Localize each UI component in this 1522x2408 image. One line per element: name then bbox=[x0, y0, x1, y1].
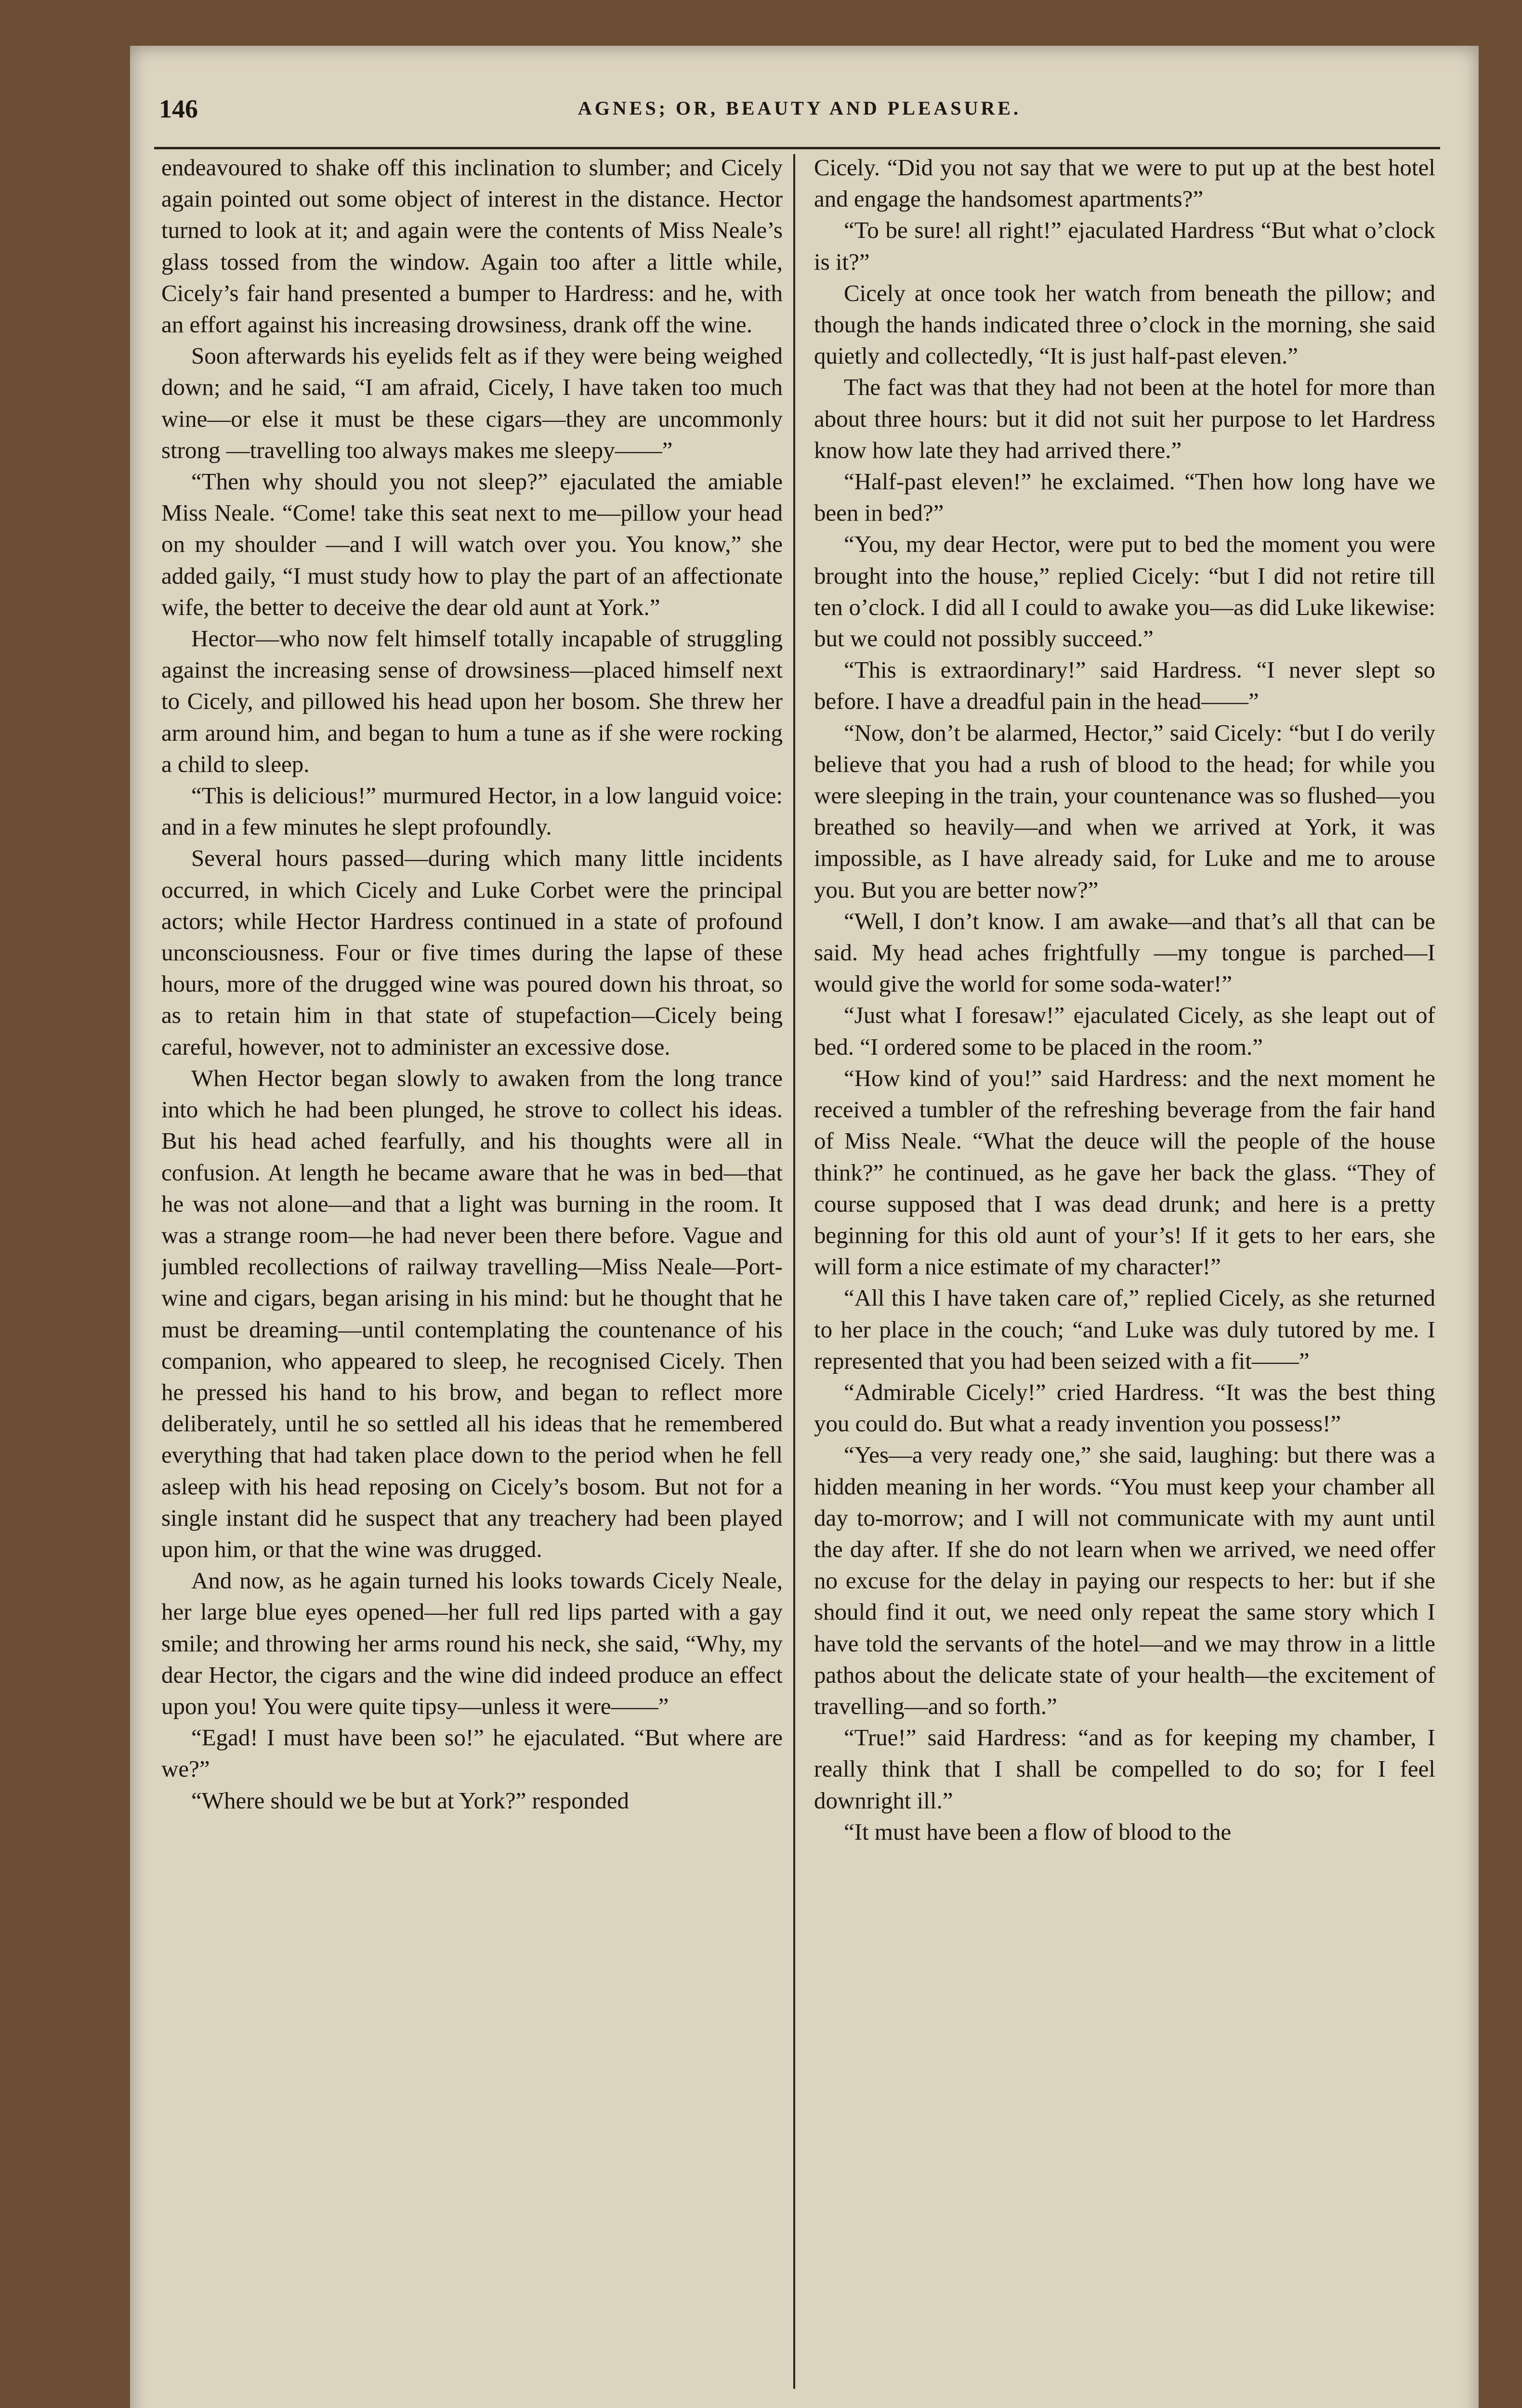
paragraph: “Just what I foresaw!” ejaculated Cicely, as she leapt out of bed. “I ordered some to be placed in the room.” bbox=[814, 1002, 1435, 1060]
paragraph: The fact was that they had not been at the hotel for more than about three hours: but it did not suit her purpose to let Hardress know how late they had arrived there.” bbox=[814, 374, 1435, 463]
page-header bbox=[159, 94, 1440, 128]
paragraph: “You, my dear Hector, were put to bed the moment you were brought into the house,” replied Cicely: “but I did not retire till ten o’clock. I did all I could to awake you—as did Luke likewise: but we could not possibly succeed.” bbox=[814, 531, 1435, 652]
paragraph: “Where should we be but at York?” responded bbox=[191, 1787, 629, 1814]
paragraph: “This is delicious!” murmured Hector, in a low languid voice: and in a few minutes he slept profoundly. bbox=[161, 782, 783, 840]
paragraph: “Well, I don’t know. I am awake—and that’s all that can be said. My head aches frightfully —my tongue is parched—I would give the world for some soda-water!” bbox=[814, 907, 1435, 997]
paragraph: “Half-past eleven!” he exclaimed. “Then how long have we been in bed?” bbox=[814, 468, 1435, 526]
paragraph: And now, as he again turned his looks towards Cicely Neale, her large blue eyes opened—her full red lips parted with a gay smile; and throwing her arms round his neck, she said, “Why, my dear Hector, the cigars and the wine did indeed produce an effect upon you! You were quite tipsy—unless it were——” bbox=[161, 1567, 783, 1719]
paragraph: Cicely at once took her watch from beneath the pillow; and though the hands indicated three o’clock in the morning, she said quietly and collectedly, “It is just half-past eleven.” bbox=[814, 279, 1435, 369]
paragraph: “Yes—a very ready one,” she said, laughing: but there was a hidden meaning in her words. “You must keep your chamber all day to-morrow; and I will not communicate with my aunt until the day after. If she do not learn when we arrived, we need offer no excuse for the delay in paying our respects to her: but if she should find it out, we need only repeat the same story which I have told the servants of the hotel—and we may throw in a little pathos about the delicate state of your health—the excitement of travelling—and so forth.” bbox=[814, 1441, 1435, 1719]
paragraph: Hector—who now felt himself totally incapable of struggling against the increasing sense of drowsiness—placed himself next to Cicely, and pillowed his head upon her bosom. She threw her arm around him, and began to hum a tune as if she were rocking a child to sleep. bbox=[161, 625, 783, 777]
paragraph: “How kind of you!” said Hardress: and the next moment he received a tumbler of the refreshing beverage from the fair hand of Miss Neale. “What the deuce will the people of the house think?” he continued, as he gave her back the glass. “They of course supposed that I was dead drunk; and here is a pretty beginning for this old aunt of your’s! If it gets to her ears, she will form a nice estimate of my character!” bbox=[814, 1064, 1435, 1280]
paragraph: “Then why should you not sleep?” ejaculated the amiable Miss Neale. “Come! take this seat next to me—pillow your head on my shoulder —and I will watch over you. You know,” she added gaily, “I must study how to play the part of an affectionate wife, the better to deceive the dear old aunt at York.” bbox=[161, 468, 783, 620]
paragraph: “All this I have taken care of,” replied Cicely, as she returned to her place in the couch; “and Luke was duly tutored by me. I represented that you had been seized with a fit——” bbox=[814, 1284, 1435, 1374]
right-column bbox=[814, 152, 1435, 2386]
page-number: 146 bbox=[159, 94, 198, 123]
paragraph: “Now, don’t be alarmed, Hector,” said Cicely: “but I do verily believe that you had a rush of blood to the head; for while you were sleeping in the train, your countenance was so flushed—you breathed so heavily—and when we arrived at York, it was impossible, as I have already said, for Luke and me to arouse you. But you are better now?” bbox=[814, 719, 1435, 903]
paragraph: “True!” said Hardress: “and as for keeping my chamber, I really think that I shall be compelled to do so; for I feel downright ill.” bbox=[814, 1724, 1435, 1814]
paragraph: When Hector began slowly to awaken from the long trance into which he had been plunged, he strove to collect his ideas. But his head ached fearfully, and his thoughts were all in confusion. At length he became aware that he was in bed—that he was not alone—and that a light was burning in the room. It was a strange room—he had never been there before. Vague and jumbled recollections of railway travelling—Miss Neale—Port-wine and cigars, began arising in his mind: but he thought that he must be dreaming—until contemplating the countenance of his companion, who appeared to sleep, he recognised Cicely. Then he pressed his hand to his brow, and began to reflect more deliberately, until he so settled all his ideas that he remembered everything that had taken place down to the period when he fell asleep with his head reposing on Cicely’s bosom. But not for a single instant did he suspect that any treachery had been played upon him, or that the wine was drugged. bbox=[161, 1064, 783, 1562]
paragraph: “It must have been a flow of blood to the bbox=[844, 1818, 1232, 1845]
paragraph: Soon afterwards his eyelids felt as if they were being weighed down; and he said, “I am afraid, Cicely, I have taken too much wine—or else it must be these cigars—they are uncommonly strong —travelling too always makes me sleepy——” bbox=[161, 342, 783, 463]
paragraph: Several hours passed—during which many little incidents occurred, in which Cicely and Luke Corbet were the principal actors; while Hector Hardress continued in a state of profound unconsciousness. Four or five times during the lapse of these hours, more of the drugged wine was poured down his throat, so as to retain him in that state of stupefaction—Cicely being careful, however, not to administer an excessive dose. bbox=[161, 845, 783, 1060]
paragraph: endeavoured to shake off this inclination to slumber; and Cicely again pointed out some object of interest in the distance. Hector turned to look at it; and again were the contents of Miss Neale’s glass tossed from the window. Again too after a little while, Cicely’s fair hand presented a bumper to Hardress: and he, with an effort against his increasing drowsiness, drank off the wine. bbox=[161, 154, 783, 338]
paragraph: Cicely. “Did you not say that we were to put up at the best hotel and engage the handsomest apartments?” bbox=[814, 154, 1435, 212]
paragraph: “Admirable Cicely!” cried Hardress. “It was the best thing you could do. But what a ready invention you possess!” bbox=[814, 1378, 1435, 1437]
column-divider bbox=[793, 154, 795, 2389]
paragraph: “To be sure! all right!” ejaculated Hardress “But what o’clock is it?” bbox=[814, 217, 1435, 275]
left-column bbox=[161, 152, 783, 2386]
running-head: AGNES; OR, BEAUTY AND PLEASURE. bbox=[577, 97, 1022, 119]
book-page bbox=[130, 46, 1479, 2408]
paragraph: “Egad! I must have been so!” he ejaculated. “But where are we?” bbox=[161, 1724, 783, 1782]
paragraph: “This is extraordinary!” said Hardress. “I never slept so before. I have a dreadful pain in the head——” bbox=[814, 656, 1435, 715]
header-rule bbox=[154, 147, 1440, 149]
